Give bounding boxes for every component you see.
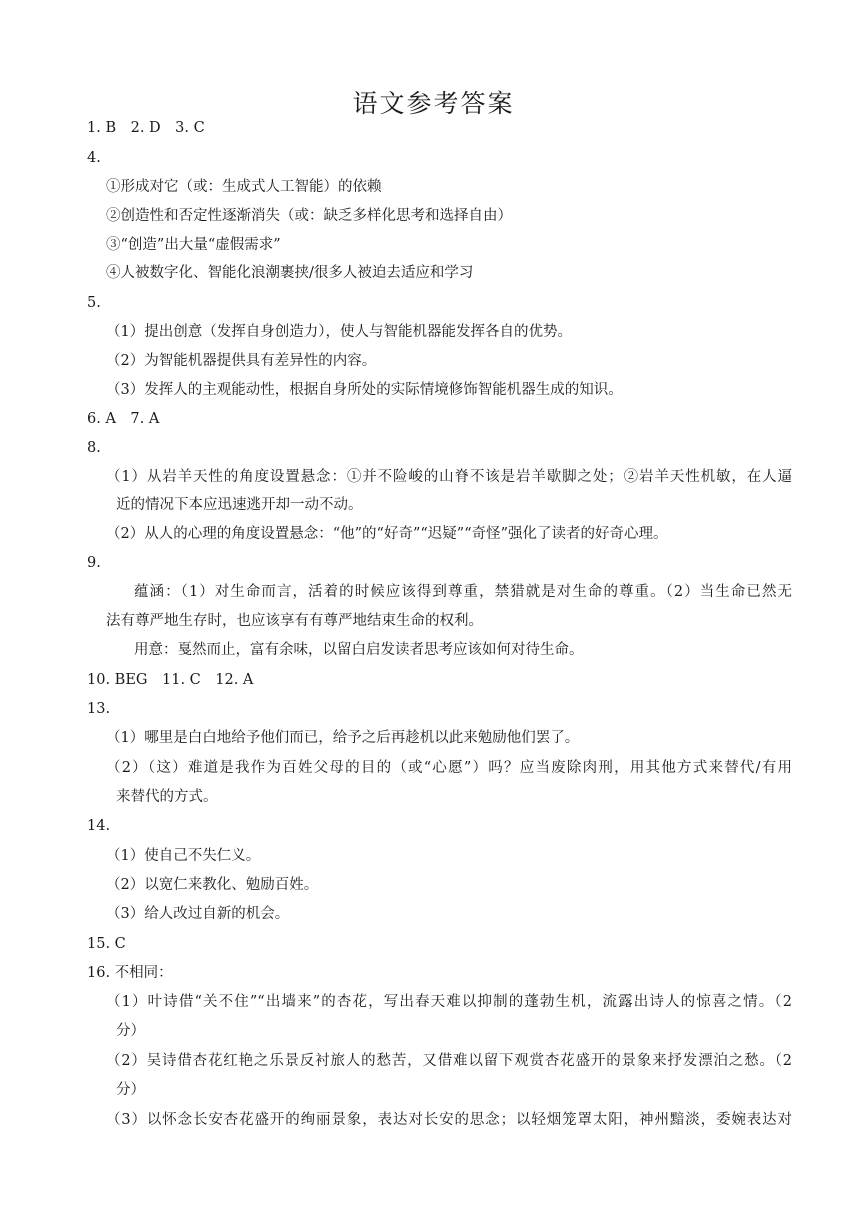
question-5-point-3: （3）发挥人的主观能动性，根据自身所处的实际情境修饰智能机器生成的知识。 [106, 382, 623, 398]
question-14-number: 14. [87, 818, 111, 834]
answers-6-7: 6. A 7. A [87, 411, 160, 427]
question-8-number: 8. [87, 440, 101, 456]
question-9-meaning-line-2: 法有尊严地生存时，也应该享有有尊严地结束生命的权利。 [106, 613, 483, 629]
question-4-number: 4. [87, 150, 101, 166]
question-4-point-1: ①形成对它（或：生成式人工智能）的依赖 [106, 179, 382, 195]
question-16-heading: 16. 不相同： [87, 965, 173, 981]
question-5-number: 5. [87, 295, 101, 311]
question-16-point-2-line-1: （2）吴诗借杏花红艳之乐景反衬旅人的愁苦，又借难以留下观赏杏花盛开的景象来抒发漂泊之愁。（2 [106, 1053, 792, 1069]
question-9-number: 9. [87, 555, 101, 571]
question-9-meaning-line-1: 蕴涵：（1）对生命而言，活着的时候应该得到尊重，禁猎就是对生命的尊重。（2）当生命已然无 [134, 584, 792, 600]
question-16-point-1-line-1: （1）叶诗借“关不住”“出墙来”的杏花，写出春天难以抑制的蓬勃生机，流露出诗人的惊喜之情。（2 [106, 994, 792, 1010]
question-8-point-1-line-1: （1）从岩羊天性的角度设置悬念：①并不险峻的山脊不该是岩羊歇脚之处；②岩羊天性机敏，在人逼 [106, 469, 792, 485]
question-16-point-3-line-1: （3）以怀念长安杏花盛开的绚丽景象，表达对长安的思念；以轻烟笼罩太阳，神州黯淡，委婉表达对 [106, 1112, 792, 1128]
question-8-point-1-line-2: 近的情况下本应迅速逃开却一动不动。 [116, 497, 363, 513]
answers-10-12: 10. BEG 11. C 12. A [87, 672, 254, 688]
question-8-point-2: （2）从人的心理的角度设置悬念：“他”的“好奇”“迟疑”“奇怪”强化了读者的好奇心理。 [106, 526, 668, 542]
question-14-point-3: （3）给人改过自新的机会。 [106, 906, 290, 922]
question-14-point-2: （2）以宽仁来教化、勉励百姓。 [106, 877, 319, 893]
question-5-point-1: （1）提出创意（发挥自身创造力），使人与智能机器能发挥各自的优势。 [106, 324, 572, 340]
page-title: 语文参考答案 [352, 89, 515, 118]
answer-15: 15. C [87, 936, 126, 952]
question-16-point-1-line-2: 分） [116, 1023, 145, 1039]
answers-1-3: 1. B 2. D 3. C [87, 120, 205, 136]
question-13-point-1: （1）哪里是白白地给予他们而已，给予之后再趁机以此来勉励他们罢了。 [106, 730, 580, 746]
question-13-point-2-line-2: 来替代的方式。 [116, 789, 218, 805]
question-4-point-2: ②创造性和否定性逐渐消失（或：缺乏多样化思考和选择自由） [106, 208, 512, 224]
question-9-intent: 用意：戛然而止，富有余味，以留白启发读者思考应该如何对待生命。 [134, 642, 584, 658]
question-4-point-3: ③“创造”出大量“虚假需求” [106, 237, 281, 253]
question-13-point-2-line-1: （2）（这）难道是我作为百姓父母的目的（或“心愿”）吗？应当废除肉刑，用其他方式来替代/有用 [106, 760, 792, 776]
question-16-point-2-line-2: 分） [116, 1082, 145, 1098]
question-13-number: 13. [87, 701, 111, 717]
question-4-point-4: ④人被数字化、智能化浪潮裹挟/很多人被迫去适应和学习 [106, 265, 474, 281]
question-5-point-2: （2）为智能机器提供具有差异性的内容。 [106, 353, 377, 369]
question-14-point-1: （1）使自己不失仁义。 [106, 848, 261, 864]
